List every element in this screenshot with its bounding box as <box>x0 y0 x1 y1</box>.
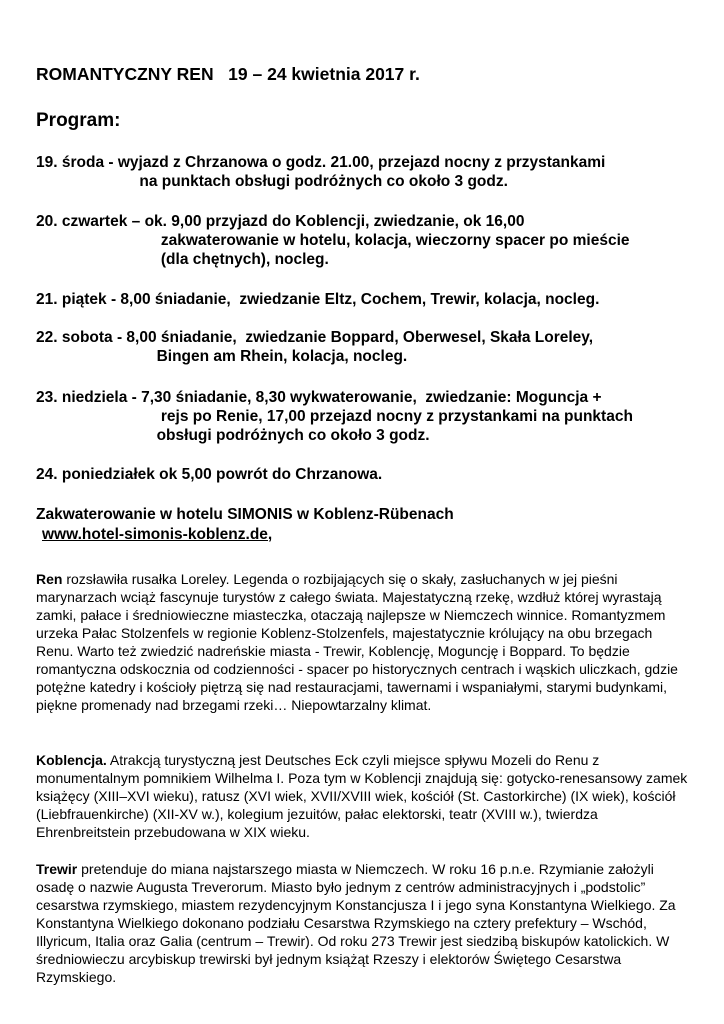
day-line: obsługi podróżnych co około 3 godz. <box>36 427 430 444</box>
day-line: rejs po Renie, 17,00 przejazd nocny z przystankami na punktach <box>36 408 633 425</box>
day-line: Bingen am Rhein, kolacja, nocleg. <box>36 348 408 365</box>
hotel-text: Zakwaterowanie w hotelu SIMONIS w Koblenz-Rübenach <box>36 506 454 523</box>
paragraph-text: pretenduje do miana najstarszego miasta w Niemczech. W roku 16 p.n.e. Rzymianie założyli osadę o nazwie Augusta Treverorum. Miasto było jednym z centrów administracyjnych i „podstolic” cesarstwa rzymskiego, miastem rezydencyjnym Konstancjusza I i jego syna Konstantyna Wielkiego. Za Konstantyna Wielkiego dokonano podziału Cesarstwa Rzymskiego na cztery prefektury – Wschód, Illyricum, Italia oraz Galia (centrum – Trewir). Od roku 273 Trewir jest siedzibą biskupów katolickich. W średniowieczu arcybiskup trewirski był jednym książąt Rzeszy i elektorów Świętego Cesarstwa Rzymskiego. <box>36 861 676 985</box>
program-heading: Program: <box>36 110 121 131</box>
hotel-link[interactable]: www.hotel-simonis-koblenz.de <box>42 526 268 543</box>
day-21 <box>36 290 599 309</box>
day-20 <box>36 212 630 269</box>
hotel-link-line <box>42 525 454 545</box>
paragraph-lead: Koblencja. <box>36 752 107 768</box>
day-line: zakwaterowanie w hotelu, kolacja, wieczorny spacer po mieście <box>36 232 630 249</box>
day-line: na punktach obsługi podróżnych co około 3 godz. <box>36 173 508 190</box>
day-line: 20. czwartek – ok. 9,00 przyjazd do Koblencji, zwiedzanie, ok 16,00 <box>36 213 525 230</box>
day-19 <box>36 153 605 191</box>
paragraph-lead: Trewir <box>36 861 78 877</box>
day-line: 21. piątek - 8,00 śniadanie, zwiedzanie Eltz, Cochem, Trewir, kolacja, nocleg. <box>36 291 600 308</box>
day-line: 22. sobota - 8,00 śniadanie, zwiedzanie Boppard, Oberwesel, Skała Loreley, <box>36 329 594 346</box>
day-line: 24. poniedziałek ok 5,00 powrót do Chrzanowa. <box>36 466 383 483</box>
paragraph-ren <box>36 570 688 714</box>
paragraph-koblencja <box>36 751 688 841</box>
hotel-link-suffix: , <box>267 526 273 543</box>
paragraph-trewir <box>36 860 688 986</box>
paragraph-lead: Ren <box>36 571 63 587</box>
document-title: ROMANTYCZNY REN 19 – 24 kwietnia 2017 r. <box>36 64 420 84</box>
day-line: 19. środa - wyjazd z Chrzanowa o godz. 21.00, przejazd nocny z przystankami <box>36 154 606 171</box>
day-22 <box>36 328 593 366</box>
paragraph-text: Atrakcją turystyczną jest Deutsches Eck czyli miejsce spływu Mozeli do Renu z monumentalnym pomnikiem Wilhelma I. Poza tym w Koblencji znajdują się: gotycko-renesansowy zamek książęcy (XIII–XVI wieku), ratusz (XVI wiek, XVII/XVIII wiek, kościół (St. Castorkirche) (IX wiek), kościół (Liebfrauenkirche) (XII-XV w.), kolegium jezuitów, pałac elektorski, teatr (XVIII w.), twierdza Ehrenbreitstein przebudowana w XIX wieku. <box>36 752 688 840</box>
day-24 <box>36 465 382 484</box>
day-line: 23. niedziela - 7,30 śniadanie, 8,30 wykwaterowanie, zwiedzanie: Moguncja + <box>36 389 602 406</box>
day-line: (dla chętnych), nocleg. <box>36 251 329 268</box>
day-23 <box>36 388 633 445</box>
paragraph-text: rozsławiła rusałka Loreley. Legenda o rozbijających się o skały, zasłuchanych w jej pieśni marynarzach wciąż fascynuje turystów z całego świata. Majestatyczną rzekę, wzdłuż której wyrastają zamki, pałace i średniowieczne miasteczka, otaczają najlepsze w Niemczech winnice. Romantyzmem urzeka Pałac Stolzenfels w regionie Koblenz-Stolzenfels, majestatycznie królujący na obu brzegach Renu. Warto też zwiedzić nadreńskie miasta - Trewir, Koblencję, Moguncję i Boppard. To będzie romantyczna odskocznia od codzienności - spacer po historycznych centrach i wąskich uliczkach, gdzie potężne katedry i kościoły piętrzą się nad restauracjami, tawernami i wspaniałymi, starymi budynkami, piękne promenady nad brzegami rzeki… Niepowtarzalny klimat. <box>36 571 678 713</box>
hotel-info <box>36 505 454 545</box>
